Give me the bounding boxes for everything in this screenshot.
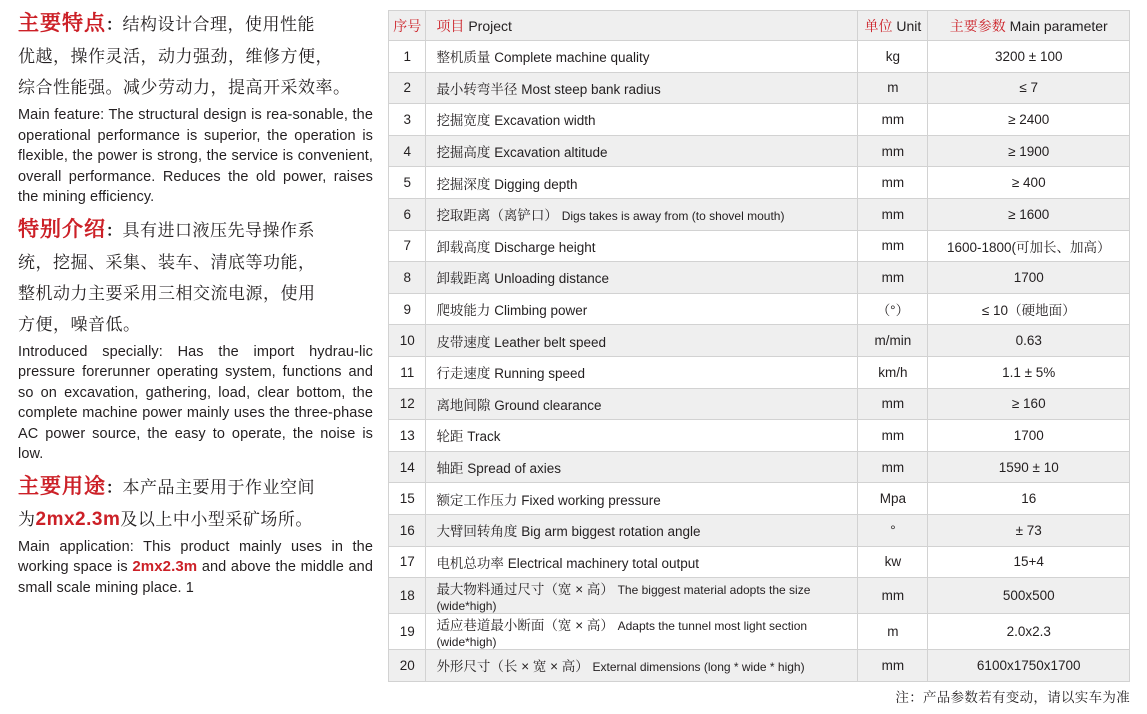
table-row (389, 41, 1130, 73)
header-no (389, 11, 426, 41)
cell-unit: ° (858, 514, 928, 546)
cell-unit: mm (858, 650, 928, 682)
header-parameter (928, 11, 1130, 41)
cell-project-en: Excavation altitude (494, 145, 608, 161)
cell-project (426, 262, 858, 294)
feature-special-cn-line2: 统，挖掘、采集、装车、清底等功能， (18, 252, 316, 272)
cell-parameter: 1700 (928, 420, 1130, 452)
cell-parameter: ≤ 7 (928, 72, 1130, 104)
table-row (389, 546, 1130, 578)
table-row (389, 230, 1130, 262)
feature-special-cn-line4: 方便，噪音低。 (18, 314, 141, 334)
cell-unit: mm (858, 230, 928, 262)
feature-special-heading-colon: ： (106, 222, 123, 240)
feature-block-main (18, 8, 373, 208)
feature-special-heading: 特别介绍 (18, 217, 106, 241)
cell-project-cn: 卸载距离 (436, 271, 491, 287)
header-unit-en: Unit (896, 17, 922, 34)
cell-project-en: Running speed (494, 366, 586, 382)
cell-no: 19 (389, 614, 426, 650)
feature-main-en: Main feature: The structural design is rea-sonable, the operational performance is superior, the operation is flexible, the power is strong, the service is convenient, overall performance. Reduces the old power, raises the mining efficiency. (18, 107, 373, 205)
table-row (389, 293, 1130, 325)
cell-project-en: Leather belt speed (494, 334, 607, 350)
cell-unit: km/h (858, 356, 928, 388)
cell-project-cn: 最小转弯半径 (436, 81, 518, 97)
header-no-cn: 序号 (393, 17, 422, 34)
cell-project-cn: 轴距 (436, 461, 464, 477)
cell-parameter: 500x500 (928, 578, 1130, 614)
cell-project (426, 546, 858, 578)
cell-project-en: Adapts the tunnel most light section (wide*high) (436, 619, 808, 650)
cell-project (426, 614, 858, 650)
table-row (389, 388, 1130, 420)
cell-project-en: Electrical machinery total output (507, 555, 700, 571)
feature-special-en: Introduced specially: Has the import hydrau-lic pressure forerunner operating system, functions and so on excavation, gathering, load, clear bottom, the complete machine power mainly uses the three-phase AC power source, the easy to operate, the noise is low. (18, 343, 373, 462)
cell-parameter: ≥ 400 (928, 167, 1130, 199)
cell-project-en: Discharge height (494, 239, 596, 255)
header-unit (858, 11, 928, 41)
cell-no: 8 (389, 262, 426, 294)
table-row (389, 262, 1130, 294)
cell-parameter: ± 73 (928, 514, 1130, 546)
cell-project-en: Most steep bank radius (521, 81, 661, 97)
cell-parameter: ≥ 1900 (928, 135, 1130, 167)
cell-project-en: Unloading distance (494, 271, 610, 287)
cell-project (426, 41, 858, 73)
cell-parameter: 16 (928, 483, 1130, 515)
spec-table-wrapper (388, 10, 1130, 682)
cell-no: 9 (389, 293, 426, 325)
cell-parameter: 6100x1750x1700 (928, 650, 1130, 682)
cell-project-cn: 挖掘深度 (436, 176, 491, 192)
cell-unit: m/min (858, 325, 928, 357)
cell-parameter: 1700 (928, 262, 1130, 294)
cell-unit: m (858, 72, 928, 104)
cell-project-cn: 大臂回转角度 (436, 524, 518, 540)
header-project-en: Project (468, 17, 512, 34)
cell-project-cn: 挖掘宽度 (436, 113, 491, 129)
spec-table-body (389, 41, 1130, 682)
cell-unit: kg (858, 41, 928, 73)
table-header-row (389, 11, 1130, 41)
cell-unit: mm (858, 451, 928, 483)
table-row (389, 135, 1130, 167)
spec-table-head (389, 11, 1130, 41)
cell-unit: m (858, 614, 928, 650)
feature-block-special (18, 214, 373, 465)
cell-project-cn: 整机质量 (436, 50, 491, 66)
feature-application-en-pre: Main application: This product mainly uses in the working space is (18, 538, 373, 575)
cell-unit: kw (858, 546, 928, 578)
cell-project-cn: 电机总功率 (436, 555, 504, 571)
cell-project-cn: 行走速度 (436, 366, 491, 382)
cell-unit: mm (858, 388, 928, 420)
cell-project-cn: 外形尺寸（长 × 宽 × 高） (436, 659, 589, 675)
cell-unit: mm (858, 104, 928, 136)
cell-no: 1 (389, 41, 426, 73)
cell-project (426, 230, 858, 262)
cell-no: 15 (389, 483, 426, 515)
feature-application-en-dimension: 2mx2.3m (132, 558, 198, 575)
cell-project-en: Big arm biggest rotation angle (521, 524, 701, 540)
feature-main-cn-line2: 优越，操作灵活，动力强劲，维修方便， (18, 47, 333, 66)
cell-unit: mm (858, 262, 928, 294)
cell-unit: Mpa (858, 483, 928, 515)
table-row (389, 451, 1130, 483)
cell-unit: mm (858, 167, 928, 199)
cell-project (426, 135, 858, 167)
feature-special-cn-line3: 整机动力主要采用三相交流电源，使用 (18, 283, 316, 303)
cell-no: 4 (389, 135, 426, 167)
cell-project (426, 356, 858, 388)
feature-application-heading-colon: ： (106, 479, 123, 497)
cell-parameter: ≥ 2400 (928, 104, 1130, 136)
feature-main-cn (18, 8, 373, 103)
cell-project-en: The biggest material adopts the size (wide*high) (436, 583, 811, 614)
cell-parameter: ≥ 160 (928, 388, 1130, 420)
header-parameter-en: Main parameter (1009, 17, 1108, 34)
cell-project-en: Digging depth (494, 176, 578, 192)
header-project (426, 11, 858, 41)
cell-no: 11 (389, 356, 426, 388)
feature-main-cn-line3: 综合性能强。减少劳动力，提高开采效率。 (18, 78, 351, 97)
feature-special-cn-line1: 具有进口液压先导操作系 (122, 220, 316, 240)
table-row (389, 483, 1130, 515)
cell-project-en: Ground clearance (494, 397, 602, 413)
cell-project-en: Fixed working pressure (521, 492, 661, 508)
cell-parameter: 1.1 ± 5% (928, 356, 1130, 388)
cell-project (426, 650, 858, 682)
cell-project-en: Digs takes is away from (to shovel mouth) (561, 209, 785, 224)
table-row (389, 514, 1130, 546)
feature-main-heading: 主要特点 (18, 12, 106, 35)
cell-no: 18 (389, 578, 426, 614)
cell-project-cn: 爬坡能力 (436, 303, 491, 319)
header-unit-cn: 单位 (864, 17, 893, 34)
table-row (389, 167, 1130, 199)
cell-unit: mm (858, 420, 928, 452)
cell-parameter: 15+4 (928, 546, 1130, 578)
cell-project (426, 167, 858, 199)
cell-parameter: 0.63 (928, 325, 1130, 357)
feature-application-cn (18, 471, 373, 535)
feature-application-en-post: and above the middle and small scale mining place. 1 (18, 559, 373, 596)
table-row (389, 72, 1130, 104)
cell-unit: mm (858, 578, 928, 614)
table-row (389, 420, 1130, 452)
cell-project (426, 293, 858, 325)
cell-no: 12 (389, 388, 426, 420)
cell-project-cn: 挖掘高度 (436, 145, 491, 161)
footnote: 注：产品参数若有变动，请以实车为准 (895, 690, 1130, 705)
cell-no: 5 (389, 167, 426, 199)
cell-unit: mm (858, 198, 928, 230)
cell-no: 10 (389, 325, 426, 357)
cell-project-cn: 挖取距离（离铲口） (436, 208, 558, 224)
cell-parameter: 3200 ± 100 (928, 41, 1130, 73)
cell-project (426, 514, 858, 546)
cell-project-en: Spread of axies (467, 461, 562, 477)
cell-project-en: Excavation width (494, 113, 596, 129)
cell-project (426, 420, 858, 452)
cell-project (426, 198, 858, 230)
cell-no: 13 (389, 420, 426, 452)
cell-project-cn: 离地间隙 (436, 397, 491, 413)
cell-no: 20 (389, 650, 426, 682)
feature-application-cn-line2-post: 及以上中小型采矿场所。 (120, 509, 313, 529)
cell-parameter: ≤ 10（硬地面） (928, 293, 1130, 325)
cell-project-en: External dimensions (long * wide * high) (592, 660, 805, 675)
cell-unit: （°） (858, 293, 928, 325)
cell-parameter: 2.0x2.3 (928, 614, 1130, 650)
feature-application-cn-line2-pre: 为 (18, 509, 36, 529)
feature-application-en (18, 537, 373, 599)
description-column (18, 8, 373, 604)
cell-project (426, 483, 858, 515)
cell-project (426, 578, 858, 614)
cell-unit: mm (858, 135, 928, 167)
table-row (389, 578, 1130, 614)
cell-no: 2 (389, 72, 426, 104)
cell-no: 16 (389, 514, 426, 546)
cell-no: 14 (389, 451, 426, 483)
cell-project-en: Climbing power (494, 303, 588, 319)
cell-project (426, 104, 858, 136)
cell-project-cn: 适应巷道最小断面（宽 × 高） (436, 618, 614, 634)
cell-no: 17 (389, 546, 426, 578)
cell-parameter: 1600-1800(可加长、加高） (928, 230, 1130, 262)
table-row (389, 325, 1130, 357)
cell-no: 3 (389, 104, 426, 136)
feature-special-cn (18, 214, 373, 340)
cell-no: 7 (389, 230, 426, 262)
table-row (389, 198, 1130, 230)
cell-project-cn: 最大物料通过尺寸（宽 × 高） (436, 582, 614, 598)
table-row (389, 614, 1130, 650)
feature-main-cn-line1: 结构设计合理，使用性能 (122, 15, 316, 34)
spec-table (388, 10, 1130, 682)
cell-project-cn: 皮带速度 (436, 334, 491, 350)
cell-project-en: Track (467, 429, 501, 445)
table-row (389, 104, 1130, 136)
cell-project-cn: 额定工作压力 (436, 492, 518, 508)
header-parameter-cn: 主要参数 (949, 17, 1006, 34)
feature-application-heading: 主要用途 (18, 474, 106, 498)
header-project-cn: 项目 (436, 17, 465, 34)
cell-project (426, 388, 858, 420)
feature-application-cn-line1: 本产品主要用于作业空间 (122, 477, 316, 497)
table-row (389, 650, 1130, 682)
feature-application-dimension: 2mx2.3m (35, 508, 121, 530)
cell-parameter: 1590 ± 10 (928, 451, 1130, 483)
feature-block-application (18, 471, 373, 599)
cell-project-cn: 卸载高度 (436, 239, 491, 255)
cell-project (426, 72, 858, 104)
table-row (389, 356, 1130, 388)
cell-parameter: ≥ 1600 (928, 198, 1130, 230)
cell-project (426, 451, 858, 483)
cell-no: 6 (389, 198, 426, 230)
cell-project (426, 325, 858, 357)
cell-project-en: Complete machine quality (494, 50, 650, 66)
feature-main-heading-colon: ： (106, 17, 123, 34)
cell-project-cn: 轮距 (436, 429, 464, 445)
